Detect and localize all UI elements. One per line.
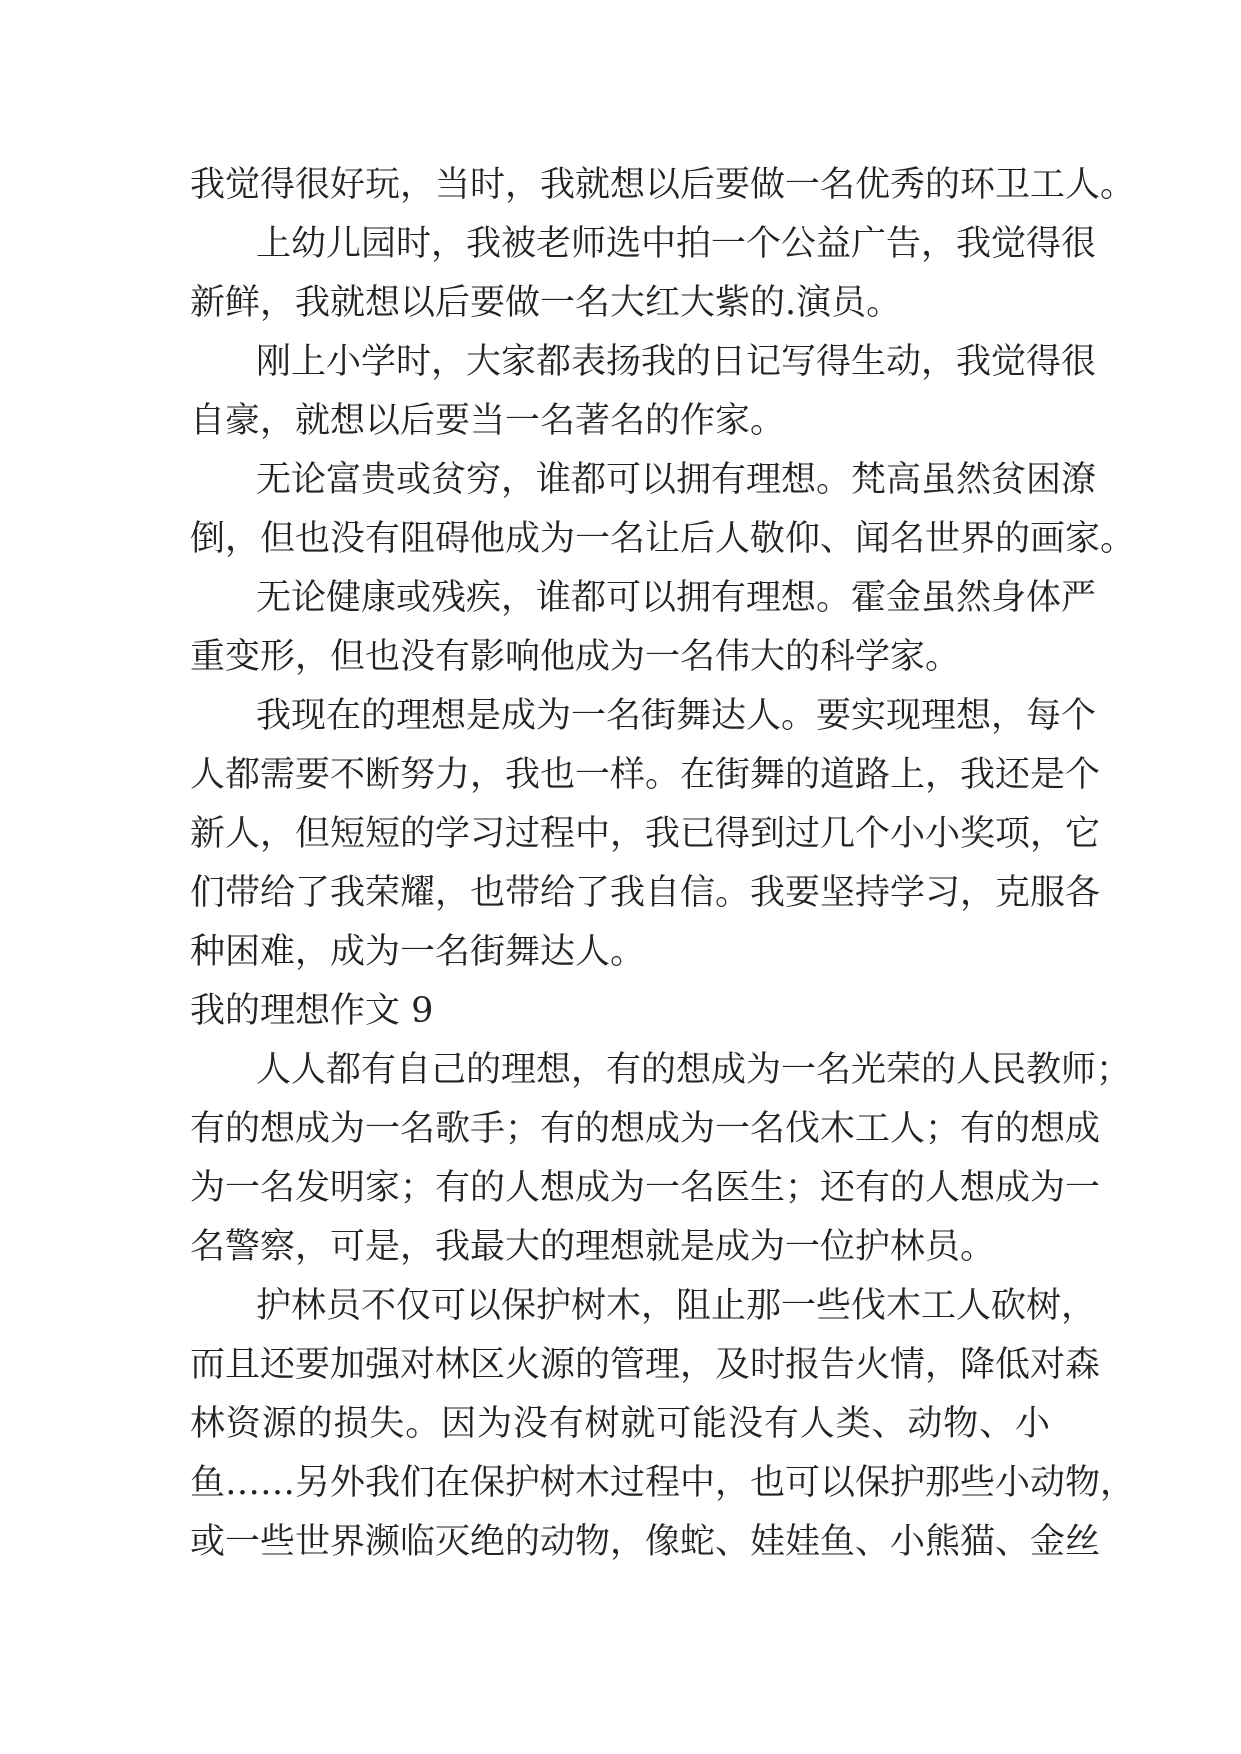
paragraph [190, 687, 1101, 982]
text-line: 种困难，成为一名街舞达人。 [190, 932, 646, 972]
text-line: 自豪，就想以后要当一名著名的作家。 [190, 401, 786, 441]
text-line: 林资源的损失。因为没有树就可能没有人类、动物、小 [190, 1404, 1050, 1444]
text-line: 名警察，可是，我最大的理想就是成为一位护林员。 [190, 1227, 996, 1267]
section-heading: 我的理想作文 9 [190, 991, 434, 1031]
paragraph [190, 215, 1097, 333]
paragraph [190, 569, 1097, 687]
text-line: 护林员不仅可以保护树木，阻止那一些伐木工人砍树， [256, 1286, 1097, 1326]
paragraph [190, 1277, 1136, 1572]
text-line: 上幼儿园时，我被老师选中拍一个公益广告，我觉得很 [256, 224, 1097, 264]
text-line: 刚上小学时，大家都表扬我的日记写得生动，我觉得很 [256, 342, 1097, 382]
text-line: 无论富贵或贫穷，谁都可以拥有理想。梵高虽然贫困潦 [256, 460, 1097, 500]
text-line: 为一名发明家；有的人想成为一名医生；还有的人想成为一 [190, 1168, 1101, 1208]
text-line: 倒，但也没有阻碍他成为一名让后人敬仰、闻名世界的画家。 [190, 519, 1136, 559]
text-line: 重变形，但也没有影响他成为一名伟大的科学家。 [190, 637, 961, 677]
paragraph [190, 333, 1097, 451]
paragraph [190, 156, 1136, 215]
text-line: 人人都有自己的理想，有的想成为一名光荣的人民教师； [256, 1050, 1132, 1090]
text-line: 我觉得很好玩，当时，我就想以后要做一名优秀的环卫工人。 [190, 165, 1136, 205]
paragraph [190, 451, 1136, 569]
paragraph [190, 1041, 1132, 1277]
text-line: 们带给了我荣耀，也带给了我自信。我要坚持学习，克服各 [190, 873, 1101, 913]
text-line: 新鲜，我就想以后要做一名大红大紫的.演员。 [190, 283, 902, 323]
document-body [190, 156, 1136, 1572]
text-line: 鱼……另外我们在保护树木过程中，也可以保护那些小动物， [190, 1463, 1136, 1503]
text-line: 无论健康或残疾，谁都可以拥有理想。霍金虽然身体严 [256, 578, 1097, 618]
text-line: 有的想成为一名歌手；有的想成为一名伐木工人；有的想成 [190, 1109, 1101, 1149]
text-line: 或一些世界濒临灭绝的动物，像蛇、娃娃鱼、小熊猫、金丝 [190, 1522, 1101, 1562]
text-line: 新人，但短短的学习过程中，我已得到过几个小小奖项，它 [190, 814, 1101, 854]
text-line: 我现在的理想是成为一名街舞达人。要实现理想，每个 [256, 696, 1097, 736]
text-line: 人都需要不断努力，我也一样。在街舞的道路上，我还是个 [190, 755, 1101, 795]
text-line: 而且还要加强对林区火源的管理，及时报告火情，降低对森 [190, 1345, 1101, 1385]
